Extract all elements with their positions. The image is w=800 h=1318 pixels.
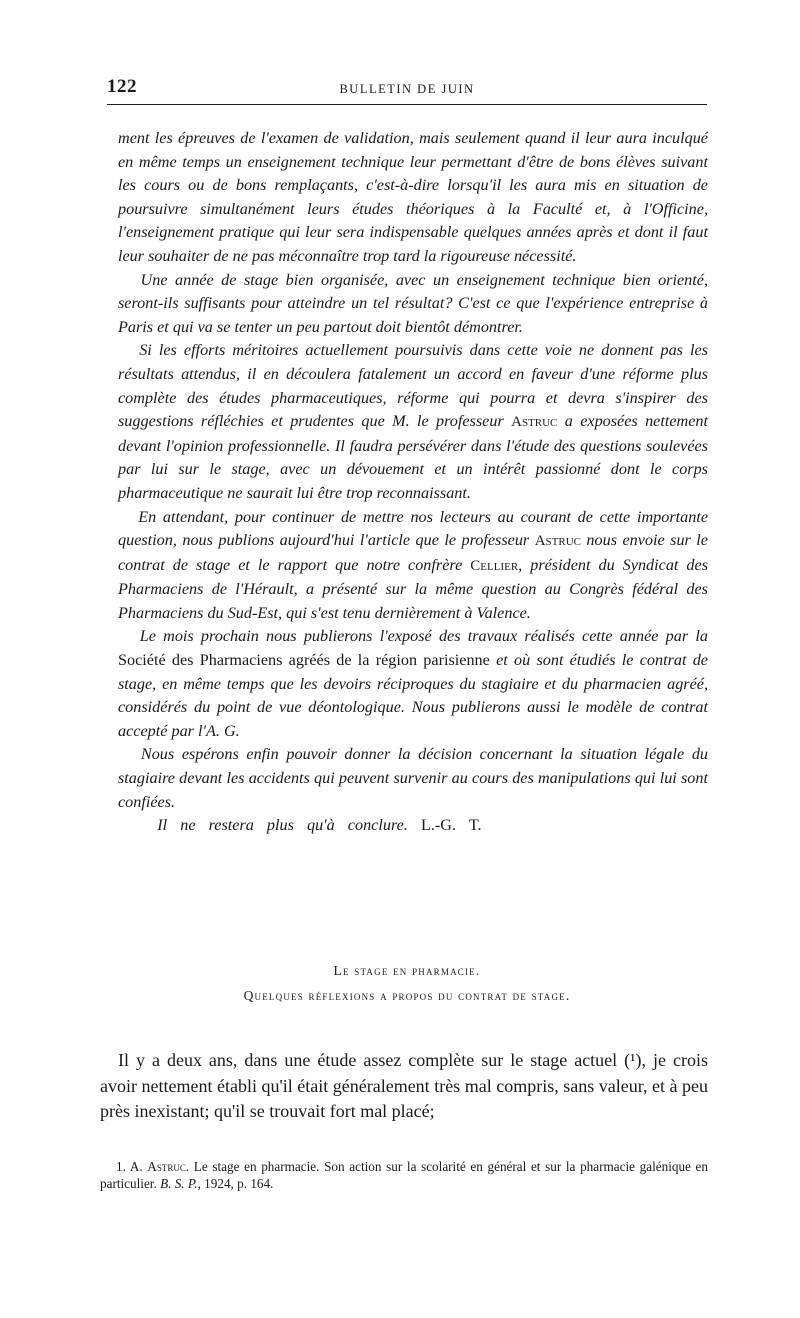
author-name: Astruc xyxy=(511,414,558,431)
intro-paragraph: Nous espérons enfin pouvoir donner la décision concernant la situation légale du stagiaire devant les accidents qui peuvent survenir au cours des manipulations qui lui sont confiées. xyxy=(118,745,709,811)
page-number: 122 xyxy=(107,76,137,97)
article-title: Le stage en pharmacie. xyxy=(333,963,481,978)
editorial-intro xyxy=(118,127,708,838)
organization-name: Société des Pharmaciens agréés de la région parisienne xyxy=(118,651,490,670)
intro-paragraph: ment les épreuves de l'examen de validation, mais seulement quand il leur aura inculqué en même temps un enseignement technique leur permettant d'être de bons élèves suivant les cours ou de bons remplaçants, c'est-à-dire lorsqu'il les aura mis en situation de poursuivre simultanément leurs études théoriques à la Faculté et, à l'Officine, l'enseignement pratique qui leur sera indispensable quelques années après et dont il faut leur souhaiter de ne pas méconnaître trop tard la rigoureuse nécessité. xyxy=(118,129,708,265)
article-body xyxy=(100,1048,708,1125)
signature: L.-G. T. xyxy=(420,816,482,835)
author-name: Astruc xyxy=(534,533,581,550)
intro-paragraph: En attendant, pour continuer de mettre nos lecteurs au courant de cette importante question, nous publions aujourd'hui l'article que le professeur Astruc nous envoie sur le contrat de stage et le rapport que notre confrère Cellier, président du Syndicat des Pharmaciens de l'Hérault, a présenté sur la même question au Congrès fédéral des Pharmaciens du Sud-Est, qui s'est tenu dernièrement à Valence. xyxy=(118,507,709,622)
intro-paragraph: Si les efforts méritoires actuellement poursuivis dans cette voie ne donnent pas les résultats attendus, il en découlera fatalement un accord en faveur d'une réforme plus complète des études pharmaceutiques, réforme qui pourra et devra s'inspirer des suggestions réfléchies et prudentes que M. le professeur Astruc a exposées nettement devant l'opinion professionnelle. Il faudra persévérer dans l'étude des questions soulevées par lui sur le stage, avec un dévouement et un intérêt passionné dont le corps pharmaceutique ne saurait lui être trop reconnaissant. xyxy=(118,341,709,502)
running-head: BULLETIN DE JUIN xyxy=(339,82,475,96)
footnote: 1. A. Astruc. Le stage en pharmacie. Son action sur la scolarité en général et sur la pharmacie galénique en particulier. B. S. P., 1924, p. 164. xyxy=(100,1159,709,1191)
intro-paragraph: Le mois prochain nous publierons l'exposé des travaux réalisés cette année par la Société des Pharmaciens agréés de la région parisienne et où sont étudiés le contrat de stage, en même temps que les devoirs réciproques du stagiaire et du pharmacien agréé, considérés du point de vue déontologique. Nous publierons aussi le modèle de contrat accepté par l'A. G. xyxy=(118,627,708,740)
article-heading xyxy=(107,958,707,1008)
body-paragraph: Il y a deux ans, dans une étude assez complète sur le stage actuel (¹), je crois avoir nettement établi qu'il était généralement très mal compris, sans valeur, et à peu près inexistant; qu'il se trouvait fort mal placé; xyxy=(100,1050,708,1121)
journal-name: B. S. P. xyxy=(160,1176,198,1191)
footnote-author: Astruc xyxy=(147,1159,186,1174)
article-subtitle: Quelques réflexions a propos du contrat de stage. xyxy=(243,988,571,1003)
page-header xyxy=(107,76,707,105)
author-name: Cellier xyxy=(470,557,519,574)
intro-paragraph: Une année de stage bien organisée, avec un enseignement technique bien orienté, seront-ils suffisants pour atteindre un tel résultat? C'est ce que l'expérience entreprise à Paris et qui va se tenter un peu partout doit bientôt démontrer. xyxy=(118,270,708,336)
intro-closing-line: Il ne restera plus qu'à conclure. L.-G. T. xyxy=(157,816,482,835)
